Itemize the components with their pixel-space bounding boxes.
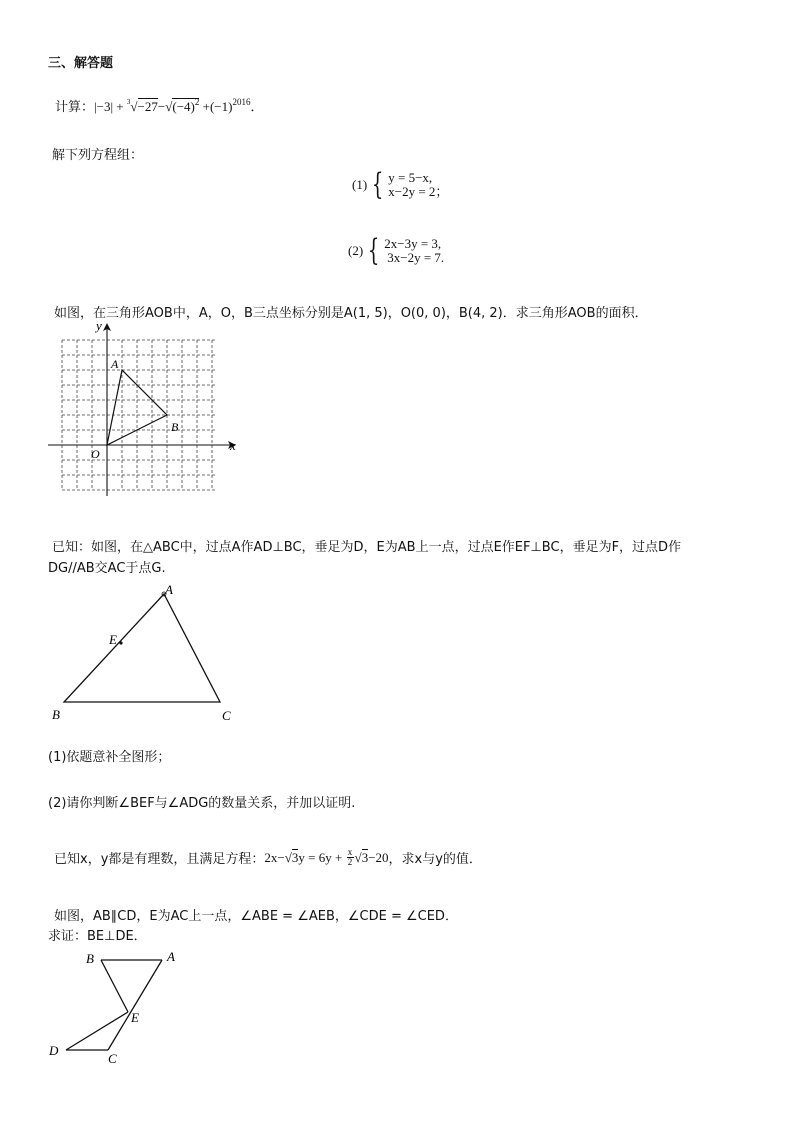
q2-sys1-line2: x−2y = 2； <box>388 184 449 199</box>
q4-triangle-abc <box>64 594 220 702</box>
q5-frac-num: x <box>347 847 353 857</box>
q2-sys2-line2: 3x−2y = 7. <box>387 250 445 265</box>
q1-sqrt-exp: 2 <box>194 97 200 107</box>
q4-sub1: (1)依题意补全图形； <box>48 750 171 765</box>
q1-cube-root-index: 3 <box>126 98 131 106</box>
q5-frac-den: 2 <box>347 857 353 867</box>
q2-sys1-line1: y = 5−x, <box>388 170 433 185</box>
q6-figure <box>44 946 194 1068</box>
q3-coordinate-figure <box>44 318 254 498</box>
q5-suffix: ，求x与y的值． <box>388 852 482 867</box>
q5-prefix: 已知x，y都是有理数，且满足方程： <box>54 852 265 867</box>
q2-sys2-label: (2) <box>348 243 364 258</box>
q1-cube-root: $^3$√−27 <box>126 98 158 114</box>
q6-line1: 如图，AB∥CD，E为AC上一点，∠ABE = ∠AEB，∠CDE = ∠CED． <box>54 909 458 924</box>
q4-line2: DG//AB交AC于点G. <box>48 561 166 576</box>
q3-label-o: O <box>91 447 100 461</box>
q5-eq-left: 2x− <box>264 849 285 865</box>
q4-label-c: C <box>222 708 231 723</box>
q3-label-y: y <box>96 318 102 333</box>
q1-plus-part: +(−1) <box>199 99 233 114</box>
q5-eq-end: −20 <box>368 849 389 865</box>
q4-label-b: B <box>52 707 60 722</box>
q5-fraction <box>347 848 354 867</box>
q1-minus: − <box>157 99 166 114</box>
q3-label-a: A <box>111 357 119 371</box>
q3-label-b: B <box>171 420 179 434</box>
q3-label-x: x <box>230 438 236 453</box>
q6-label-c: C <box>108 1051 117 1066</box>
q1-cube-root-radicand: −27 <box>137 99 158 114</box>
q4-line1: 已知：如图，在△ABC中，过点A作AD⊥BC，垂足为D，E为AB上一点，过点E作EF⊥BC，垂足为F，过点D作 <box>52 540 682 555</box>
section-title: 三、解答题 <box>48 56 114 71</box>
q1-end: ． <box>250 100 264 115</box>
q4-point-e <box>119 641 122 644</box>
q5-text <box>54 848 482 867</box>
q4-sub2: (2)请你判断∠BEF与∠ADG的数量关系，并加以证明. <box>48 796 356 811</box>
q1-final-exp: 2016 <box>232 97 251 107</box>
q6-label-a: A <box>167 949 175 964</box>
q4-label-a: A <box>165 582 173 597</box>
q2-intro: 解下列方程组： <box>52 148 144 163</box>
q1-prefix: 计算： <box>55 100 95 115</box>
q5-sqrt2: √3 <box>354 849 369 865</box>
q6-segment-ac <box>108 960 162 1050</box>
q5-sqrt2-radicand: 3 <box>361 849 369 865</box>
q3-text: 如图，在三角形AOB中，A，O，B三点坐标分别是A(1, 5)，O(0, 0)，B(4, 2)．求三角形AOB的面积． <box>54 306 648 321</box>
q4-triangle-figure <box>44 580 244 728</box>
q5-eq-mid: y = 6y + <box>298 849 346 865</box>
q6-label-b: B <box>86 951 94 966</box>
q1-expression <box>55 96 263 115</box>
q5-sqrt1-radicand: 3 <box>291 849 299 865</box>
q4-label-e: E <box>109 632 117 647</box>
q1-expr-part1: |−3| + <box>94 99 127 114</box>
q6-segment-be <box>101 960 128 1012</box>
q6-label-e: E <box>131 1010 139 1025</box>
q2-system-2 <box>348 233 445 268</box>
q1-sqrt: $√(-4)^2$ <box>165 97 200 114</box>
q2-sys2-brace: { <box>367 233 380 268</box>
q1-sqrt-radicand: (−4) <box>172 99 195 114</box>
q2-sys2-line1: 2x−3y = 3, <box>384 236 442 251</box>
q6-line2: 求证：BE⊥DE． <box>48 929 147 944</box>
q6-label-d: D <box>49 1043 59 1058</box>
q2-system-1 <box>352 167 449 202</box>
q2-sys1-brace: { <box>371 167 384 202</box>
q3-grid <box>62 340 216 490</box>
q5-sqrt1: √3 <box>284 849 299 865</box>
q2-sys1-label: (1) <box>352 177 368 192</box>
